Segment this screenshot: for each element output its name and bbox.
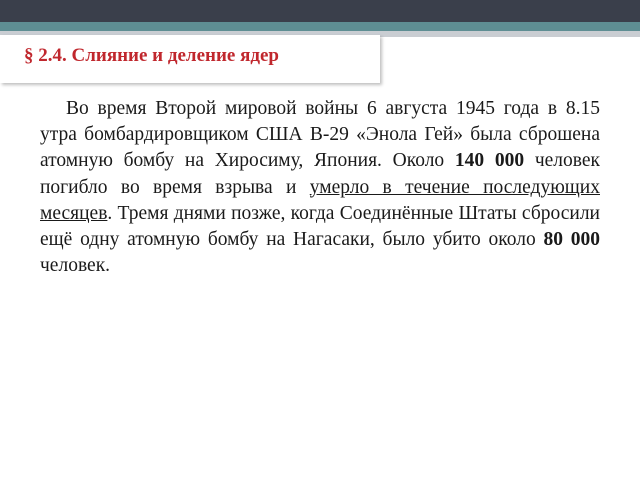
body-paragraph (40, 96, 600, 279)
paragraph-text-3: . Тремя днями позже, когда Соединённые Штаты сбросили ещё одну атомную бомбу на Нагасаки, было убито около (40, 202, 600, 251)
slide-title: § 2.4. Слияние и деление ядер (24, 45, 279, 66)
paragraph-text-4: человек. (40, 255, 111, 277)
paragraph-text-1: Во время Второй мировой войны 6 августа 1945 года в 8.15 утра бомбардировщиком США B-29 «Энола Гей» была сброшена атомную бомбу на Хиросиму, Япония. Около (40, 98, 600, 172)
casualty-count-nagasaki: 80 000 (543, 229, 600, 251)
top-dark-band (0, 0, 640, 22)
paragraph-text-2: человек погибло во время взрыва и (40, 150, 600, 198)
underlined-phrase: умерло в течение последующих месяцев (40, 176, 600, 224)
casualty-count-hiroshima: 140 000 (454, 150, 525, 172)
teal-accent-bar (0, 22, 640, 31)
